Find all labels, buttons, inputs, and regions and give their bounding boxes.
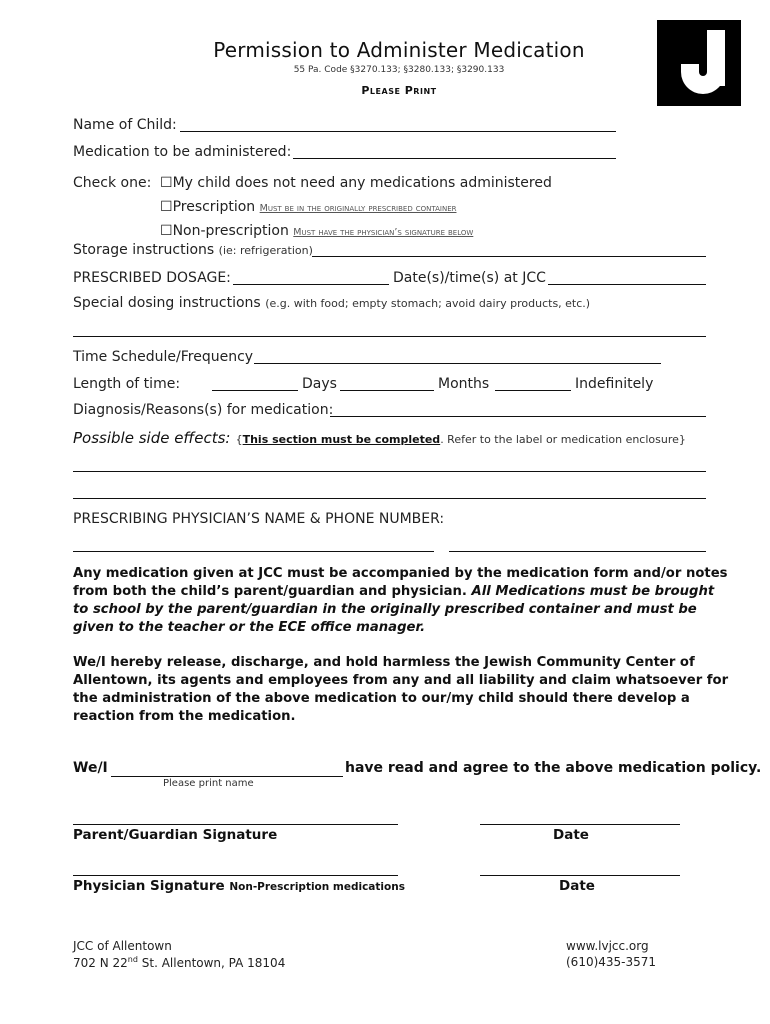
side-effects-label (73, 428, 686, 447)
parent-signature-field[interactable] (73, 824, 398, 825)
special-note: (e.g. with food; empty stomach; avoid dairy products, etc.) (265, 297, 591, 310)
parent-date-field[interactable] (480, 824, 680, 825)
months-label: Months (438, 376, 490, 392)
physician-signature-text: Physician Signature (73, 878, 225, 894)
special-label (73, 295, 590, 311)
footer-addr-sup: nd (127, 955, 138, 964)
side-effects-title: Possible side effects: (73, 429, 231, 447)
schedule-label: Time Schedule/Frequency (73, 349, 254, 365)
print-name-field[interactable] (111, 776, 343, 777)
physician-signature-field[interactable] (73, 875, 398, 876)
months-field[interactable] (340, 390, 434, 391)
storage-note: (ie: refrigeration) (218, 244, 313, 257)
print-name-caption: Please print name (163, 778, 254, 789)
footer-phone: (610)435-3571 (566, 955, 657, 969)
child-name-field[interactable] (180, 131, 616, 132)
diagnosis-label: Diagnosis/Reasons(s) for medication: (73, 402, 334, 418)
option-prescription-label: Prescription (172, 199, 256, 215)
physician-signature-note: Non-Prescription medications (229, 881, 405, 893)
medication-label: Medication to be administered: (73, 144, 292, 160)
checkbox-icon[interactable]: ☐ (160, 175, 173, 191)
side-effects-line-1[interactable] (73, 471, 706, 472)
datetime-field[interactable] (548, 284, 706, 285)
special-field[interactable] (73, 336, 706, 337)
datetime-label: Date(s)/time(s) at JCC (393, 270, 546, 286)
physician-phone-field[interactable] (449, 551, 706, 552)
physician-signature-label (73, 878, 405, 894)
parent-signature-label: Parent/Guardian Signature (73, 827, 278, 843)
option-nonprescription-label: Non-prescription (172, 223, 289, 239)
policy-p1-bold: Any medication given at JCC must be accompanied by the medication form and/or notes from both the child’s parent/guardian and physician. (73, 566, 728, 599)
option-no-medication[interactable] (160, 175, 552, 191)
policy-paragraph-1 (73, 565, 733, 637)
policy-p1-italic: All Medications must be brought to school by the parent/guardian in the originally prescribed container and must be given to the teacher or the ECE office manager. (73, 584, 715, 635)
physician-name-field[interactable] (73, 551, 434, 552)
storage-field[interactable] (312, 256, 706, 257)
days-label: Days (302, 376, 337, 392)
option-nonprescription[interactable] (160, 223, 473, 239)
wei-label: We/I (73, 760, 108, 776)
side-rest: . Refer to the label or medication enclosure} (440, 433, 686, 446)
footer-addr-pre: 702 N 22 (73, 956, 128, 970)
diagnosis-field[interactable] (330, 416, 706, 417)
nonprescription-note: Must have the physician’s signature below (293, 227, 474, 238)
option-no-medication-label: My child does not need any medications administered (172, 175, 552, 191)
medication-field[interactable] (293, 158, 616, 159)
physician-label: PRESCRIBING PHYSICIAN’S NAME & PHONE NUMBER: (73, 511, 445, 527)
side-effects-line-2[interactable] (73, 498, 706, 499)
check-one-label: Check one: (73, 175, 152, 191)
parent-date-label: Date (553, 827, 589, 843)
checkbox-icon[interactable]: ☐ (160, 223, 173, 239)
option-prescription[interactable] (160, 199, 457, 215)
side-required: This section must be completed (242, 433, 441, 446)
indefinitely-label: Indefinitely (575, 376, 654, 392)
side-open: { (235, 433, 243, 446)
length-label: Length of time: (73, 376, 181, 392)
footer-address (73, 955, 285, 970)
schedule-field[interactable] (254, 363, 661, 364)
indefinitely-field[interactable] (495, 390, 571, 391)
storage-label-text: Storage instructions (73, 242, 215, 258)
physician-date-field[interactable] (480, 875, 680, 876)
footer-org: JCC of Allentown (73, 939, 172, 953)
regulation-code: 55 Pa. Code §3270.133; §3280.133; §3290.133 (293, 65, 505, 75)
footer-website-link[interactable]: www.lvjcc.org (566, 939, 649, 953)
policy-paragraph-2: We/I hereby release, discharge, and hold harmless the Jewish Community Center of Allentown, its agents and employees from any and all liability and claim whatsoever for the administration of the above medication to our/my child should there develop a reaction from the medication. (73, 655, 729, 724)
prescription-note: Must be in the originally prescribed container (259, 203, 457, 214)
footer-addr-post: St. Allentown, PA 18104 (137, 956, 286, 970)
checkbox-icon[interactable]: ☐ (160, 199, 173, 215)
storage-label (73, 242, 313, 258)
dosage-label: PRESCRIBED DOSAGE: (73, 270, 231, 286)
days-field[interactable] (212, 390, 298, 391)
physician-date-label: Date (559, 878, 595, 894)
form-title: Permission to Administer Medication (213, 38, 585, 62)
agreement-text: have read and agree to the above medication policy. (345, 760, 762, 776)
special-label-text: Special dosing instructions (73, 295, 261, 311)
child-name-label: Name of Child: (73, 117, 177, 133)
dosage-field[interactable] (233, 284, 389, 285)
please-print: Please Print (361, 84, 437, 97)
